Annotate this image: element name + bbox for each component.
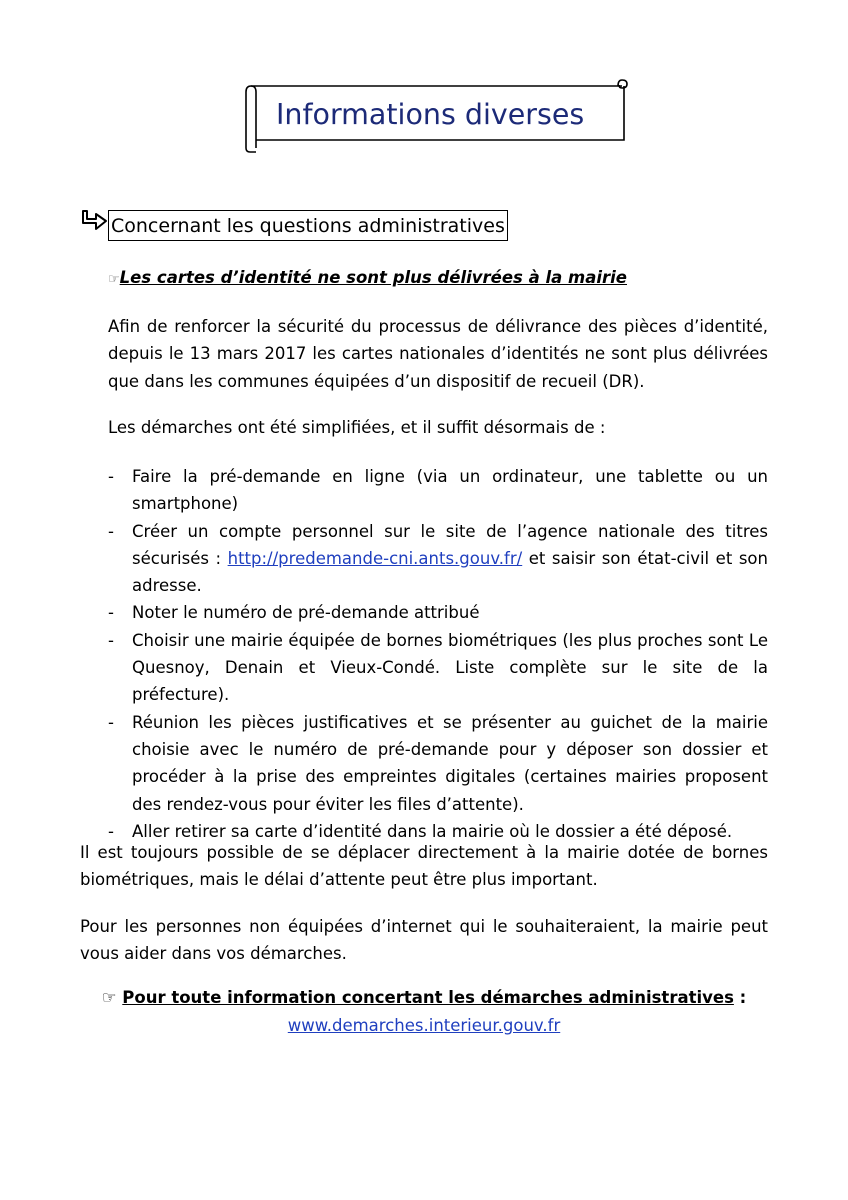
step-text: Créer un compte personnel sur le site de l’agence nationale des titres sécurisés : [132,521,768,568]
demarches-link[interactable]: www.demarches.interieur.gouv.fr [287,1016,561,1035]
arrow-right-icon [80,208,108,236]
title-banner [238,78,630,154]
page-title: Informations diverses [276,98,585,131]
list-item [108,518,768,600]
step-text: Choisir une mairie équipée de bornes biométriques (les plus proches sont Le Quesnoy, Denain et Vieux-Condé. Liste complète sur le site de la préfecture). [132,630,768,705]
list-item [108,599,768,626]
list-dash: - [108,467,114,486]
section-heading-label: Concernant les questions administratives [108,210,508,241]
pointing-hand-icon: ☞ [108,272,120,287]
list-item [108,709,768,818]
subheading [108,268,627,287]
ants-link[interactable]: http://predemande-cni.ants.gouv.fr/ [227,548,523,568]
footer-colon: : [733,988,747,1007]
steps-list [108,463,768,845]
pointing-hand-icon: ☞ [101,988,117,1007]
list-dash: - [108,521,114,541]
direct-visit-paragraph: Il est toujours possible de se déplacer directement à la mairie dotée de bornes biométriques, mais le délai d’attente peut être plus important. [80,843,768,890]
step-text: Noter le numéro de pré-demande attribué [132,603,480,623]
step-text: Faire la pré-demande en ligne (via un ordinateur, une tablette ou un smartphone) [132,467,768,514]
list-dash: - [108,630,114,650]
step-text: Aller retirer sa carte d’identité dans la mairie où le dossier a été déposé. [132,821,733,841]
footer-info [0,988,848,1007]
subheading-text: Les cartes d’identité ne sont plus délivrées à la mairie [119,268,627,287]
step-text: et saisir son état-civil et son adresse. [132,548,768,596]
list-dash: - [108,821,114,841]
help-paragraph: Pour les personnes non équipées d’internet qui le souhaiteraient, la mairie peut vous aider dans vos démarches. [80,917,768,964]
steps-intro: Les démarches ont été simplifiées, et il suffit désormais de : [108,418,606,437]
list-dash: - [108,603,114,623]
list-dash: - [108,712,114,732]
footer-text: Pour toute information concertant les démarches administratives [122,988,734,1007]
list-item [108,627,768,709]
list-item [108,463,768,518]
footer-link-wrap [0,1016,848,1035]
step-text: Réunion les pièces justificatives et se présenter au guichet de la mairie choisie avec le numéro de pré-demande pour y déposer son dossier et procéder à la prise des empreintes digitales (certaines mairies proposent des rendez-vous pour éviter les files d’attente). [132,712,768,814]
intro-paragraph: Afin de renforcer la sécurité du processus de délivrance des pièces d’identité, depuis le 13 mars 2017 les cartes nationales d’identités ne sont plus délivrées que dans les communes équipées d’un dispositif de recueil (DR). [108,317,768,391]
